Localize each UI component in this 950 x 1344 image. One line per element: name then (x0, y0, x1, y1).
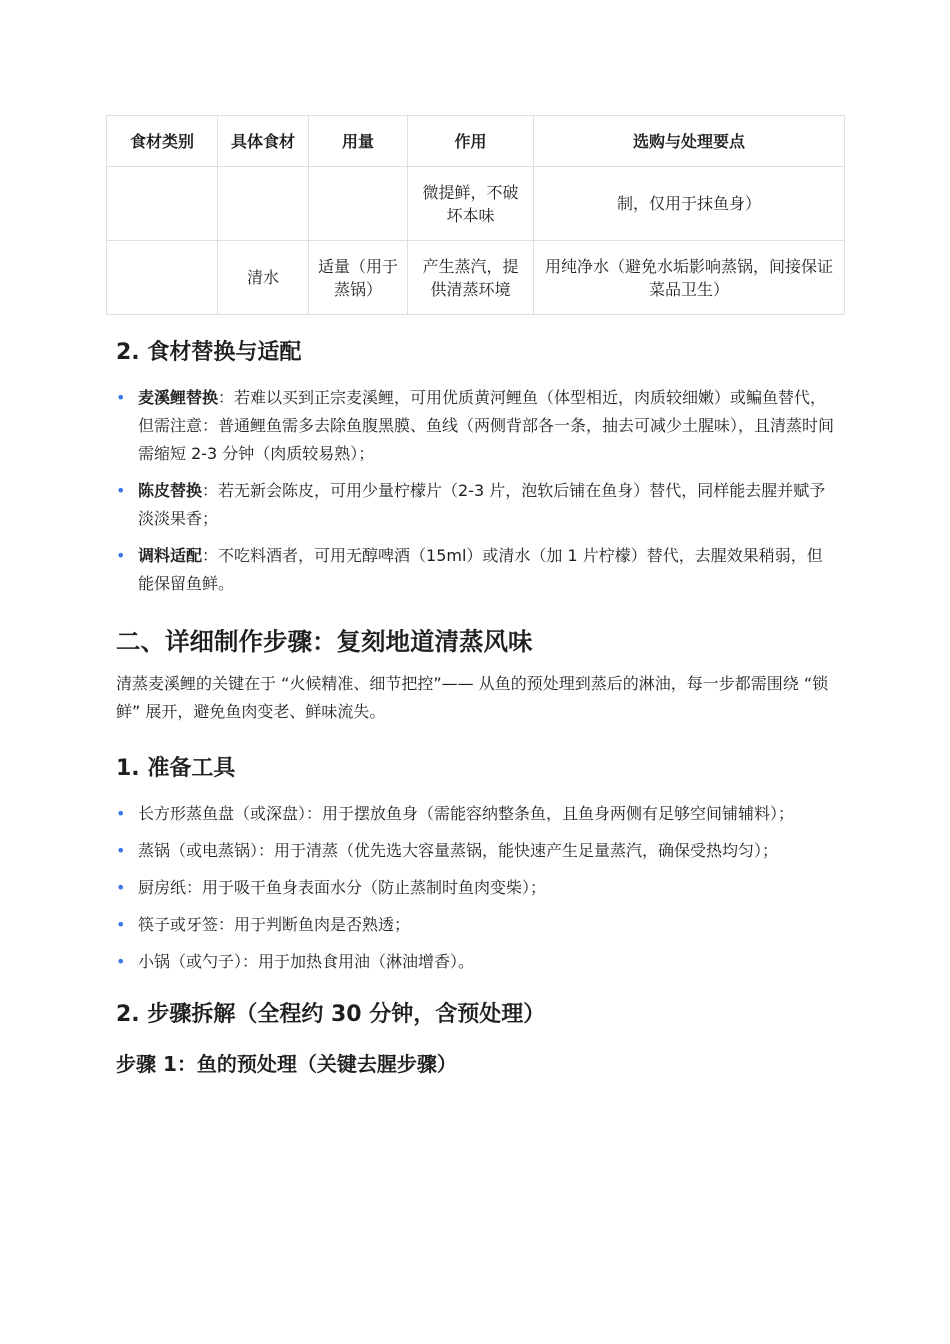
item-text: ：不吃料酒者，可用无醇啤酒（15ml）或清水（加 1 片柠檬）替代，去腥效果稍弱，但能保留鱼鲜。 (138, 546, 823, 593)
document-body (116, 336, 836, 1080)
table-row (107, 167, 845, 241)
table-cell: 用纯净水（避免水垢影响蒸锅，间接保证菜品卫生） (534, 241, 845, 315)
list-item: • 筷子或牙签：用于判断鱼肉是否熟透； (116, 911, 836, 939)
list-item: • 厨房纸：用于吸干鱼身表面水分（防止蒸制时鱼肉变柴）； (116, 874, 836, 902)
table-cell: 适量（用于蒸锅） (309, 241, 408, 315)
table-row (107, 241, 845, 315)
table-cell (218, 167, 309, 241)
list-item (116, 384, 836, 468)
steps-intro: 清蒸麦溪鲤的关键在于 “火候精准、细节把控”—— 从鱼的预处理到蒸后的淋油，每一步都需围绕 “锁鲜” 展开，避免鱼肉变老、鲜味流失。 (116, 674, 829, 721)
item-label: 陈皮替换 (138, 481, 203, 500)
table-cell: 微提鲜，不破坏本味 (408, 167, 534, 241)
replace-list (116, 384, 836, 598)
table-cell: 产生蒸汽，提供清蒸环境 (408, 241, 534, 315)
item-text: ：若难以买到正宗麦溪鲤，可用优质黄河鲤鱼（体型相近，肉质较细嫩）或鳊鱼替代，但需注意：普通鲤鱼需多去除鱼腹黑膜、鱼线（两侧背部各一条，抽去可减少土腥味），且清蒸时间需缩短 2-3 分钟（肉质较易熟）； (138, 388, 835, 463)
item-text: ：若无新会陈皮，可用少量柠檬片（2-3 片，泡软后铺在鱼身）替代，同样能去腥并赋予淡淡果香； (138, 481, 826, 528)
list-item: • 蒸锅（或电蒸锅）：用于清蒸（优先选大容量蒸锅，能快速产生足量蒸汽，确保受热均匀）； (116, 837, 836, 865)
section-heading-steps: 二、详细制作步骤：复刻地道清蒸风味 (116, 627, 533, 656)
list-item (116, 542, 836, 598)
item-label: 调料适配 (138, 546, 203, 565)
table-header: 用量 (309, 116, 408, 167)
table-cell: 清水 (218, 241, 309, 315)
list-item: • 长方形蒸鱼盘（或深盘）：用于摆放鱼身（需能容纳整条鱼，且鱼身两侧有足够空间铺辅料）； (116, 800, 836, 828)
step1-heading: 步骤 1：鱼的预处理（关键去腥步骤） (116, 1052, 457, 1076)
table-header: 食材类别 (107, 116, 218, 167)
table-header: 选购与处理要点 (534, 116, 845, 167)
item-label: 麦溪鲤替换 (138, 388, 219, 407)
section-heading-breakdown: 2. 步骤拆解（全程约 30 分钟，含预处理） (116, 1002, 546, 1027)
section-heading-tools: 1. 准备工具 (116, 756, 236, 781)
table-header: 具体食材 (218, 116, 309, 167)
table-header-row (107, 116, 845, 167)
tools-list (116, 800, 836, 976)
table-cell (309, 167, 408, 241)
table-cell: 制，仅用于抹鱼身） (534, 167, 845, 241)
table-cell (107, 241, 218, 315)
table-header: 作用 (408, 116, 534, 167)
table-cell (107, 167, 218, 241)
section-heading-replace: 2. 食材替换与适配 (116, 340, 302, 365)
list-item: • 小锅（或勺子）：用于加热食用油（淋油增香）。 (116, 948, 836, 976)
list-item (116, 477, 836, 533)
ingredient-table (106, 115, 845, 315)
